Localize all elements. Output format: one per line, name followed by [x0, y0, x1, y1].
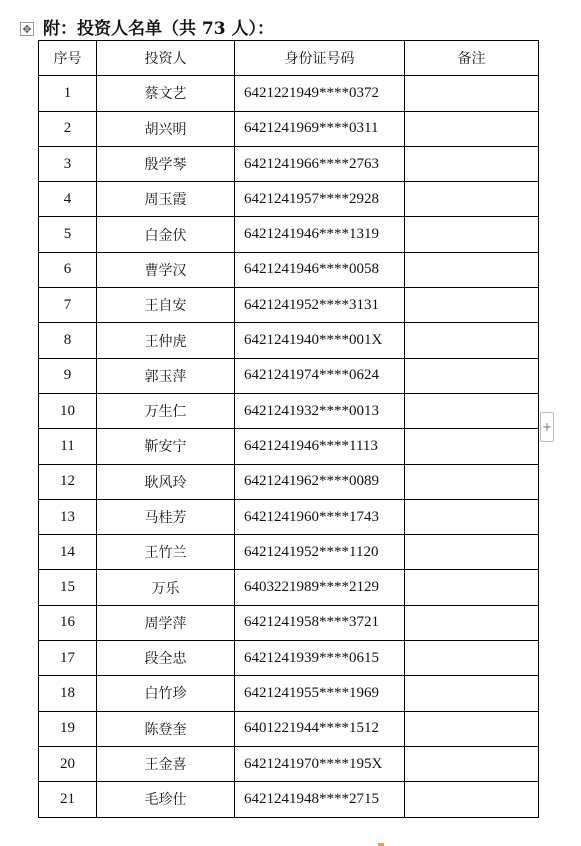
- cell-id-number: 6421241960****1743: [235, 499, 405, 534]
- cell-remarks: [405, 323, 539, 358]
- cell-remarks: [405, 641, 539, 676]
- cell-serial-number: 6: [39, 252, 97, 287]
- cell-remarks: [405, 358, 539, 393]
- table-row: [39, 782, 539, 817]
- header-id-number: 身份证号码: [235, 41, 405, 76]
- cell-remarks: [405, 288, 539, 323]
- cell-id-number: 6421241946****1113: [235, 429, 405, 464]
- cell-investor-name: 靳安宁: [97, 429, 235, 464]
- cell-serial-number: 9: [39, 358, 97, 393]
- table-row: [39, 711, 539, 746]
- cell-serial-number: 12: [39, 464, 97, 499]
- cell-remarks: [405, 570, 539, 605]
- cell-remarks: [405, 746, 539, 781]
- table-row: [39, 358, 539, 393]
- table-row: [39, 182, 539, 217]
- cell-id-number: 6421241946****0058: [235, 252, 405, 287]
- table-move-handle-icon[interactable]: ✥: [20, 22, 34, 36]
- cell-id-number: 6421241962****0089: [235, 464, 405, 499]
- cell-investor-name: 周玉霞: [97, 182, 235, 217]
- cell-id-number: 6421241970****195X: [235, 746, 405, 781]
- table-row: [39, 499, 539, 534]
- cell-id-number: 6421241939****0615: [235, 641, 405, 676]
- table-row: [39, 676, 539, 711]
- cell-investor-name: 王自安: [97, 288, 235, 323]
- cell-remarks: [405, 535, 539, 570]
- table-row: [39, 570, 539, 605]
- cell-serial-number: 8: [39, 323, 97, 358]
- cell-id-number: 6401221944****1512: [235, 711, 405, 746]
- table-row: [39, 746, 539, 781]
- cell-investor-name: 王仲虎: [97, 323, 235, 358]
- cell-id-number: 6421241966****2763: [235, 146, 405, 181]
- table-header-row: [39, 41, 539, 76]
- cell-investor-name: 段全忠: [97, 641, 235, 676]
- cell-id-number: 6421241948****2715: [235, 782, 405, 817]
- cell-serial-number: 1: [39, 76, 97, 111]
- cell-serial-number: 13: [39, 499, 97, 534]
- cell-remarks: [405, 499, 539, 534]
- cell-serial-number: 2: [39, 111, 97, 146]
- cell-investor-name: 毛珍仕: [97, 782, 235, 817]
- cell-id-number: 6421241974****0624: [235, 358, 405, 393]
- header-remarks: 备注: [405, 41, 539, 76]
- table-row: [39, 323, 539, 358]
- cell-remarks: [405, 429, 539, 464]
- investor-table: [38, 40, 539, 818]
- cell-id-number: 6421241957****2928: [235, 182, 405, 217]
- cell-remarks: [405, 146, 539, 181]
- cell-investor-name: 马桂芳: [97, 499, 235, 534]
- table-row: [39, 217, 539, 252]
- table-row: [39, 464, 539, 499]
- table-row: [39, 393, 539, 428]
- table-row: [39, 252, 539, 287]
- cell-serial-number: 7: [39, 288, 97, 323]
- cell-investor-name: 陈登奎: [97, 711, 235, 746]
- header-investor: 投资人: [97, 41, 235, 76]
- table-row: [39, 288, 539, 323]
- cell-serial-number: 11: [39, 429, 97, 464]
- cell-serial-number: 18: [39, 676, 97, 711]
- cell-serial-number: 21: [39, 782, 97, 817]
- table-row: [39, 76, 539, 111]
- cell-remarks: [405, 217, 539, 252]
- table-row: [39, 429, 539, 464]
- cell-remarks: [405, 676, 539, 711]
- cell-serial-number: 4: [39, 182, 97, 217]
- cell-investor-name: 蔡文艺: [97, 76, 235, 111]
- cell-id-number: 6421241932****0013: [235, 393, 405, 428]
- cell-investor-name: 王竹兰: [97, 535, 235, 570]
- table-row: [39, 535, 539, 570]
- cell-investor-name: 耿风玲: [97, 464, 235, 499]
- cell-id-number: 6403221989****2129: [235, 570, 405, 605]
- table-row: [39, 111, 539, 146]
- cell-remarks: [405, 782, 539, 817]
- cell-remarks: [405, 76, 539, 111]
- cell-investor-name: 周学萍: [97, 605, 235, 640]
- cell-remarks: [405, 252, 539, 287]
- cell-investor-name: 白竹珍: [97, 676, 235, 711]
- cell-investor-name: 郭玉萍: [97, 358, 235, 393]
- cell-investor-name: 胡兴明: [97, 111, 235, 146]
- cell-serial-number: 5: [39, 217, 97, 252]
- cell-serial-number: 20: [39, 746, 97, 781]
- cell-id-number: 6421241969****0311: [235, 111, 405, 146]
- cell-id-number: 6421241952****3131: [235, 288, 405, 323]
- header-serial-number: 序号: [39, 41, 97, 76]
- cell-remarks: [405, 393, 539, 428]
- cell-serial-number: 16: [39, 605, 97, 640]
- cell-id-number: 6421221949****0372: [235, 76, 405, 111]
- cell-remarks: [405, 111, 539, 146]
- cell-investor-name: 曹学汉: [97, 252, 235, 287]
- cell-id-number: 6421241958****3721: [235, 605, 405, 640]
- cell-investor-name: 万乐: [97, 570, 235, 605]
- cell-id-number: 6421241946****1319: [235, 217, 405, 252]
- cell-investor-name: 殷学琴: [97, 146, 235, 181]
- add-column-icon[interactable]: +: [540, 412, 554, 442]
- table-row: [39, 605, 539, 640]
- cell-serial-number: 19: [39, 711, 97, 746]
- cell-serial-number: 10: [39, 393, 97, 428]
- cell-investor-name: 万生仁: [97, 393, 235, 428]
- table-row: [39, 146, 539, 181]
- document-title: 附：投资人名单（共 73 人）：: [43, 19, 274, 39]
- cell-remarks: [405, 182, 539, 217]
- cell-id-number: 6421241940****001X: [235, 323, 405, 358]
- cell-serial-number: 17: [39, 641, 97, 676]
- table-row: [39, 641, 539, 676]
- cell-id-number: 6421241952****1120: [235, 535, 405, 570]
- cell-serial-number: 14: [39, 535, 97, 570]
- cell-remarks: [405, 711, 539, 746]
- cell-investor-name: 王金喜: [97, 746, 235, 781]
- cell-serial-number: 3: [39, 146, 97, 181]
- cell-remarks: [405, 464, 539, 499]
- cell-id-number: 6421241955****1969: [235, 676, 405, 711]
- cell-serial-number: 15: [39, 570, 97, 605]
- cell-remarks: [405, 605, 539, 640]
- cell-investor-name: 白金伏: [97, 217, 235, 252]
